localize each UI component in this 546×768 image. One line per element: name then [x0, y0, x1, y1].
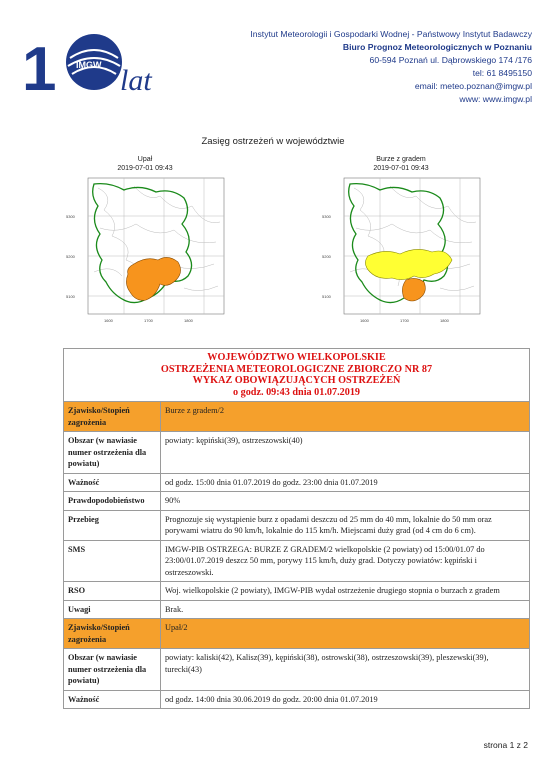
svg-text:5200: 5200 [66, 254, 75, 259]
svg-text:1800: 1800 [440, 318, 449, 323]
notes-value: Brak. [161, 600, 530, 619]
office-phone: tel: 61 8495150 [472, 68, 532, 78]
office-address: 60-594 Poznań ul. Dąbrowskiego 174 /176 [369, 55, 532, 65]
course-value: Prognozuje się wystąpienie burz z opadami deszczu od 25 mm do 40 mm, lokalnie do 50 mm oraz porywami wiatru do 90 km/h, lokalnie do 115 km/h. Miejscami duży grad (od 4 cm do 6 cm). [161, 510, 530, 540]
sms-label: SMS [64, 540, 161, 582]
logo-digit: 1 [22, 35, 57, 98]
table-row [64, 619, 530, 649]
validity-label: Ważność [64, 473, 161, 492]
map-storm-title: Burze z gradem [376, 156, 426, 163]
map-heat-date: 2019-07-01 09:43 [117, 164, 173, 172]
svg-text:1600: 1600 [360, 318, 369, 323]
logo-letters: IMGW [76, 60, 102, 70]
phenomenon-label: Zjawisko/Stopień zagrożenia [64, 402, 161, 432]
doc-title-time: o godz. 09:43 dnia 01.07.2019 [232, 386, 361, 398]
map-storm-date: 2019-07-01 09:43 [373, 164, 429, 172]
table-row [64, 582, 530, 601]
warnings-header [64, 349, 530, 402]
probability-value: 90% [161, 492, 530, 511]
office-website: www: www.imgw.pl [459, 94, 532, 104]
notes-label: Uwagi [64, 600, 161, 619]
svg-text:1800: 1800 [184, 318, 193, 323]
validity-value: od godz. 15:00 dnia 01.07.2019 do godz. 23:00 dnia 01.07.2019 [161, 473, 530, 492]
doc-title-region: WOJEWÓDZTWO WIELKOPOLSKIE [207, 352, 386, 363]
svg-text:5100: 5100 [66, 294, 75, 299]
sms-value: IMGW-PIB OSTRZEGA: BURZE Z GRADEM/2 wielkopolskie (2 powiaty) od 15:00/01.07 do 23:00/01.07.2019 deszcz 50 mm, porywy 115 km/h, duży grad. Dotyczy powiatów: kępiński i ostrzeszowski. [161, 540, 530, 582]
course-label: Przebieg [64, 510, 161, 540]
org-name: Instytut Meteorologii i Gospodarki Wodnej - Państwowy Instytut Badawczy [250, 29, 532, 39]
maps-section-title: Zasięg ostrzeżeń w województwie [201, 136, 345, 147]
svg-text:5200: 5200 [322, 254, 331, 259]
svg-text:5300: 5300 [66, 214, 75, 219]
svg-text:1700: 1700 [400, 318, 409, 323]
warnings-table [63, 348, 530, 709]
office-email: email: meteo.poznan@imgw.pl [414, 81, 532, 91]
table-row [64, 432, 530, 474]
phenomenon-label: Zjawisko/Stopień zagrożenia [64, 619, 161, 649]
area-label: Obszar (w nawiasie numer ostrzeżenia dla powiatu) [64, 649, 161, 691]
svg-text:5300: 5300 [322, 214, 331, 219]
organisation-info [250, 28, 532, 106]
map-storm [320, 156, 482, 336]
table-row [64, 402, 530, 432]
map-heat-image [64, 176, 226, 336]
map-heat [64, 156, 226, 336]
table-row [64, 540, 530, 582]
svg-text:1600: 1600 [104, 318, 113, 323]
area-value: powiaty: kępiński(39), ostrzeszowski(40) [161, 432, 530, 474]
probability-label: Prawdopodobieństwo [64, 492, 161, 511]
doc-title-number: OSTRZEŻENIA METEOROLOGICZNE ZBIORCZO NR 87 [160, 363, 433, 375]
table-row [64, 690, 530, 709]
office-name: Biuro Prognoz Meteorologicznych w Poznaniu [342, 42, 532, 52]
table-row [64, 492, 530, 511]
table-row [64, 649, 530, 691]
phenomenon-value: Upał/2 [161, 619, 530, 649]
map-storm-image [320, 176, 482, 336]
warnings-header-row [64, 349, 530, 402]
rso-label: RSO [64, 582, 161, 601]
phenomenon-value: Burze z gradem/2 [161, 402, 530, 432]
map-heat-title: Upał [137, 156, 153, 163]
table-row [64, 510, 530, 540]
validity-value: od godz. 14:00 dnia 30.06.2019 do godz. 20:00 dnia 01.07.2019 [161, 690, 530, 709]
doc-title-list: WYKAZ OBOWIĄZUJĄCYCH OSTRZEŻEŃ [192, 375, 401, 386]
table-row [64, 600, 530, 619]
page-number: strona 1 z 2 [483, 740, 528, 750]
svg-text:1700: 1700 [144, 318, 153, 323]
imgw-logo [22, 28, 172, 98]
logo-suffix: lat [120, 64, 152, 97]
area-value: powiaty: kaliski(42), Kalisz(39), kępiński(38), ostrowski(38), ostrzeszowski(39), pleszewski(39), turecki(43) [161, 649, 530, 691]
rso-value: Woj. wielkopolskie (2 powiaty), IMGW-PIB wydał ostrzeżenie drugiego stopnia o burzach z gradem [161, 582, 530, 601]
area-label: Obszar (w nawiasie numer ostrzeżenia dla powiatu) [64, 432, 161, 474]
table-row [64, 473, 530, 492]
svg-text:5100: 5100 [322, 294, 331, 299]
validity-label: Ważność [64, 690, 161, 709]
